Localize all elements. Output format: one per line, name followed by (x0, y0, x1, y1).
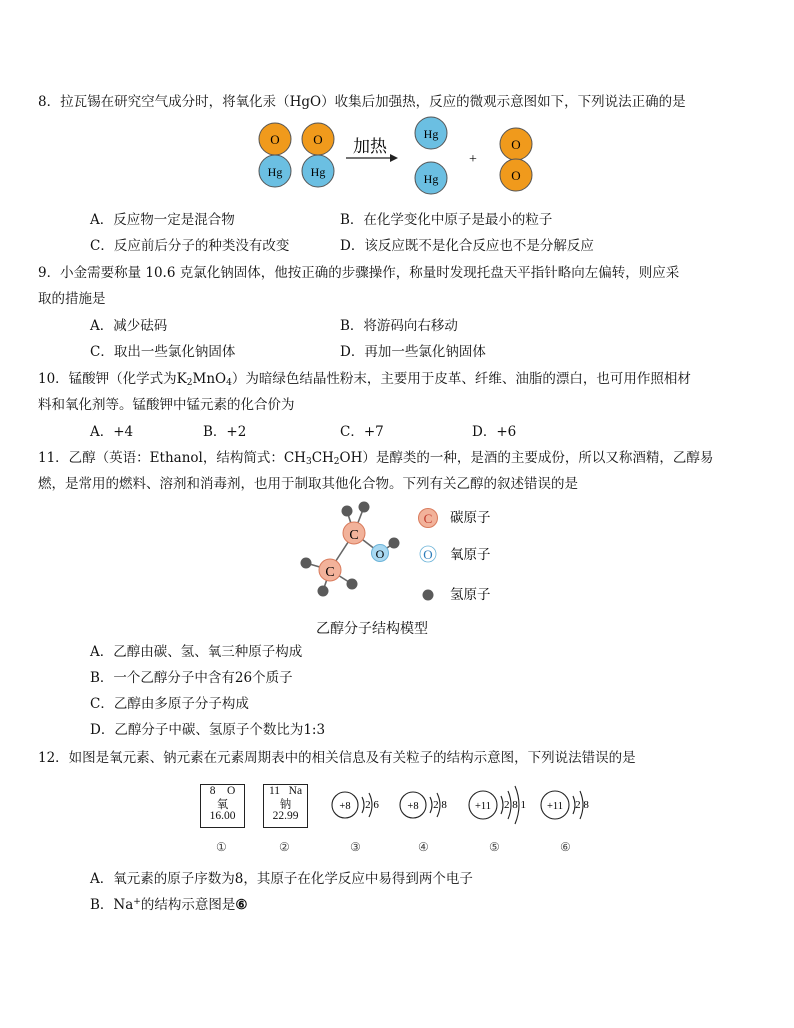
atom-structure-diagrams (0, 777, 794, 837)
svg-text:Hg: Hg (310, 165, 326, 179)
svg-text:+8: +8 (339, 801, 351, 812)
q10-option-b: B．+2 (203, 424, 247, 440)
label-3: ③ (350, 840, 361, 854)
hydrogen-atom (342, 506, 353, 517)
q11-option-c: C．乙醇由多原子分子构成 (90, 696, 249, 712)
q8-option-b: B．在化学变化中原子是最小的粒子 (340, 212, 553, 228)
svg-text:O: O (375, 547, 385, 561)
q9-option-b: B．将游码向右移动 (340, 318, 458, 334)
q9-stem-line2: 取的措施是 (38, 291, 106, 307)
label-1: ① (216, 840, 227, 854)
svg-text:Hg: Hg (423, 127, 439, 141)
svg-text:C: C (423, 511, 433, 526)
q10-stem-line2: 料和氧化剂等。锰酸钾中锰元素的化合价为 (38, 397, 295, 413)
svg-text:2 8: 2 8 (575, 799, 589, 811)
svg-text:C: C (349, 528, 359, 543)
label-5: ⑤ (489, 840, 500, 854)
svg-text:+11: +11 (474, 801, 492, 812)
q9-option-c: C．取出一些氯化钠固体 (90, 344, 236, 360)
legend-oxygen-label: 氧原子 (450, 547, 491, 562)
svg-text:O: O (511, 168, 521, 183)
ethanol-model-caption: 乙醇分子结构模型 (316, 621, 428, 637)
svg-text:+11: +11 (546, 801, 564, 812)
q11-option-b: B．一个乙醇分子中含有26个质子 (90, 670, 293, 686)
periodic-cell-sodium: 11 Na 钠 22.99 (263, 784, 308, 828)
hydrogen-atom (318, 586, 329, 597)
q11-option-a: A．乙醇由碳、氢、氧三种原子构成 (90, 644, 303, 660)
q8-option-a: A．反应物一定是混合物 (90, 212, 235, 228)
hydrogen-atom (347, 579, 358, 590)
q9-stem-line1: 9．小金需要称量 10.6 克氯化钠固体，他按正确的步骤操作，称量时发现托盘天平指针略向左偏转，则应采 (38, 265, 680, 281)
q12-option-a: A．氧元素的原子序数为8，其原子在化学反应中易得到两个电子 (90, 871, 473, 887)
heat-label: 加热 (353, 137, 387, 156)
q8-option-d: D．该反应既不是化合反应也不是分解反应 (340, 238, 594, 254)
q8-stem: 8．拉瓦锡在研究空气成分时，将氧化汞（HgO）收集后加强热，反应的微观示意图如下，下列说法正确的是 (38, 94, 686, 110)
hydrogen-atom (359, 502, 370, 513)
svg-text:2 6: 2 6 (365, 799, 379, 811)
svg-text:Hg: Hg (267, 165, 283, 179)
svg-text:O: O (511, 137, 521, 152)
hydrogen-atom (389, 538, 400, 549)
svg-text:2 8 1: 2 8 1 (504, 799, 526, 811)
q12-option-b: B．Na+的结构示意图是⑥ (90, 897, 248, 913)
q8-option-c: C．反应前后分子的种类没有改变 (90, 238, 290, 254)
q11-stem-line2: 燃，是常用的燃料、溶剂和消毒剂，也用于制取其他化合物。下列有关乙醇的叙述错误的是 (38, 476, 578, 492)
q11-stem-line1: 11．乙醇（英语：Ethanol，结构简式：$CH_3CH_2OH$）是醇类的一种，是酒的主要成份，所以又称酒精，乙醇易 (38, 450, 714, 467)
hydrogen-atom (301, 558, 312, 569)
svg-text:2 8: 2 8 (433, 799, 447, 811)
periodic-cell-oxygen: 8 O 氧 16.00 (200, 784, 245, 828)
svg-text:O: O (423, 547, 433, 562)
svg-text:O: O (270, 132, 280, 147)
svg-text:C: C (325, 565, 335, 580)
svg-text:Hg: Hg (423, 172, 439, 186)
svg-text:+8: +8 (407, 801, 419, 812)
label-6: ⑥ (560, 840, 571, 854)
legend-carbon-label: 碳原子 (450, 510, 491, 525)
q10-option-a: A．+4 (90, 424, 134, 440)
q9-option-a: A．减少砝码 (90, 318, 168, 334)
q10-option-d: D．+6 (472, 424, 517, 440)
plus-sign: + (469, 152, 477, 167)
legend-hydrogen-label: 氢原子 (450, 587, 491, 602)
q10-option-c: C．+7 (340, 424, 384, 440)
q9-option-d: D．再加一些氯化钠固体 (340, 344, 486, 360)
ethanol-model-diagram (0, 498, 794, 618)
q10-stem-line1: 10．锰酸钾（化学式为$K_2MnO_4$）为暗绿色结晶性粉末，主要用于皮革、纤维、油脂的漂白，也可用作照相材 (38, 371, 691, 388)
legend-hydrogen-icon (423, 590, 434, 601)
q11-option-d: D．乙醇分子中碳、氢原子个数比为1:3 (90, 722, 326, 738)
svg-text:O: O (313, 132, 323, 147)
q12-stem: 12．如图是氧元素、钠元素在元素周期表中的相关信息及有关粒子的结构示意图，下列说法错误的是 (38, 750, 636, 766)
label-2: ② (279, 840, 290, 854)
label-4: ④ (418, 840, 429, 854)
